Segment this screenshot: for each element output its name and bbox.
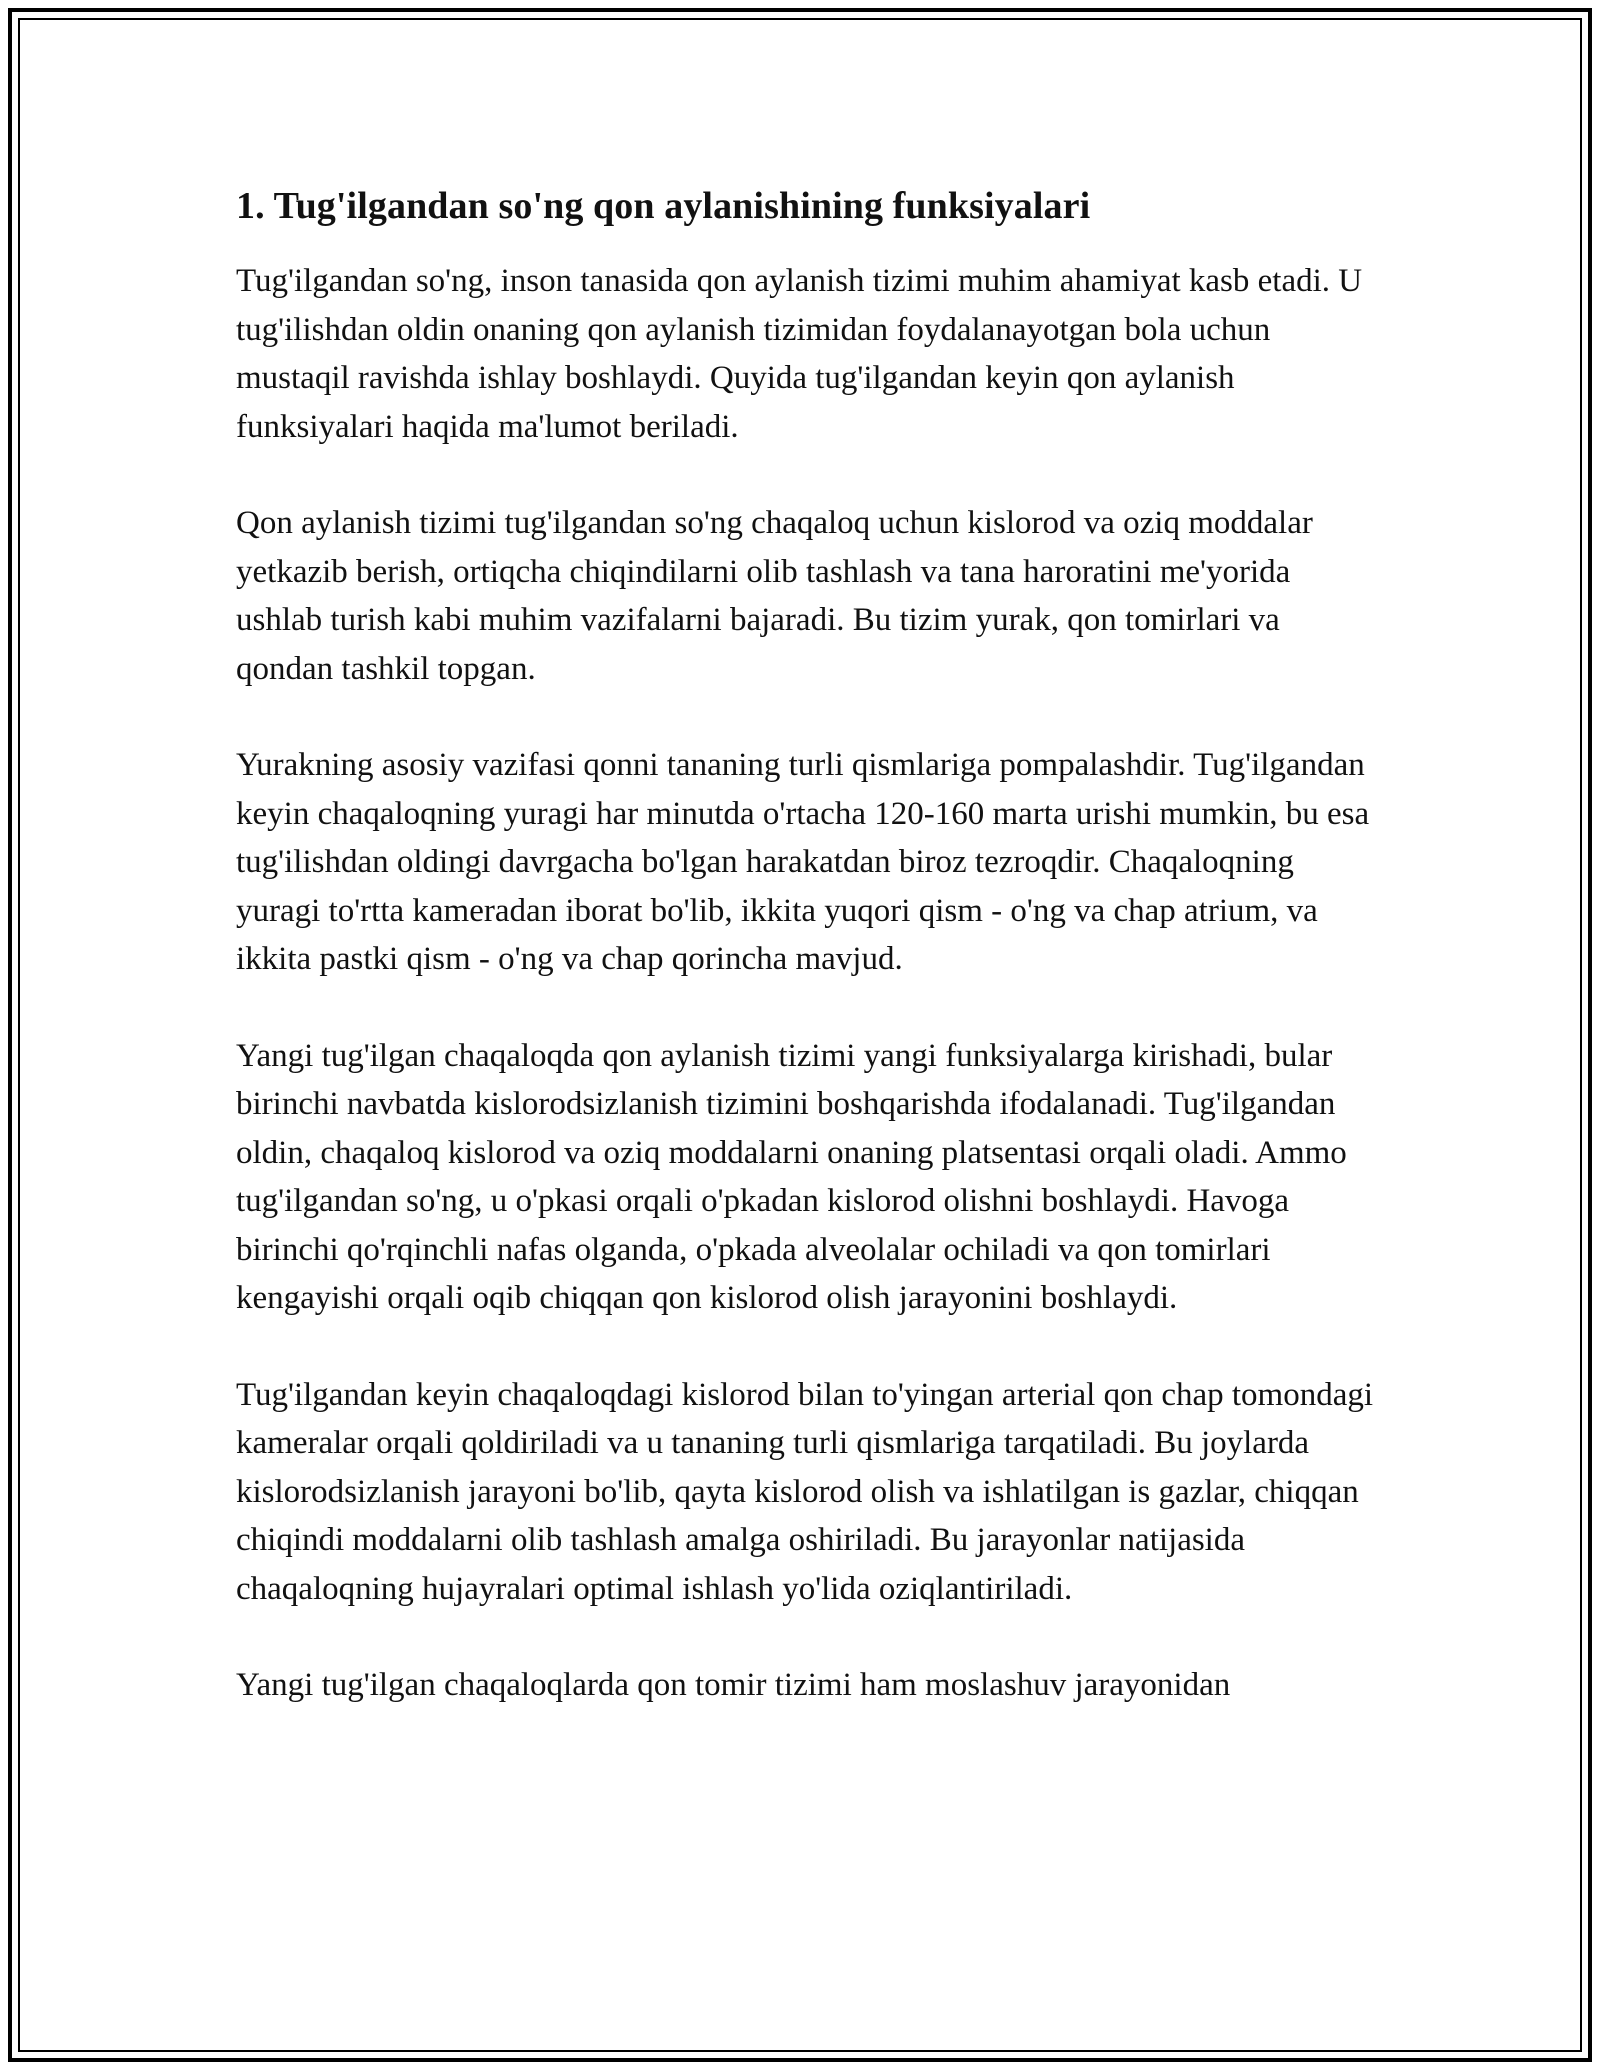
document-body [236,180,1376,1758]
paragraph-5: Tug'ilgandan keyin chaqaloqdagi kislorod bilan to'yingan arterial qon chap tomondagi kameralar orqali qoldiriladi va u tananing turli qismlariga tarqatiladi. Bu joylarda kislorodsizlanish jarayoni bo'lib, qayta kislorod olish va ishlatilgan is gazlar, chiqqan chiqindi moddalarni olib tashlash amalga oshiriladi. Bu jarayonlar natijasida chaqaloqning hujayralari optimal ishlash yo'lida oziqlantiriladi. [236,1376,1374,1607]
page-title: 1. Tug'ilgandan so'ng qon aylanishining funksiyalari [236,185,1091,227]
paragraph-3: Yurakning asosiy vazifasi qonni tananing turli qismlariga pompalashdir. Tug'ilgandan keyin chaqaloqning yuragi har minutda o'rtacha 120-160 marta urishi mumkin, bu esa tug'ilishdan oldingi davrgacha bo'lgan harakatdan biroz tezroqdir. Chaqaloqning yuragi to'rtta kameradan iborat bo'lib, ikkita yuqori qism - o'ng va chap atrium, va ikkita pastki qism - o'ng va chap qorincha mavjud. [236,747,1370,978]
paragraph-6: Yangi tug'ilgan chaqaloqlarda qon tomir tizimi ham moslashuv jarayonidan [236,1667,1231,1704]
paragraph-4: Yangi tug'ilgan chaqaloqda qon aylanish tizimi yangi funksiyalarga kirishadi, bular birinchi navbatda kislorodsizlanish tizimini boshqarishda ifodalanadi. Tug'ilgandan oldin, chaqaloq kislorod va oziq moddalarni onaning platsentasi orqali oladi. Ammo tug'ilgandan so'ng, u o'pkasi orqali o'pkadan kislorod olishni boshlaydi. Havoga birinchi qo'rqinchli nafas olganda, o'pkada alveolalar ochiladi va qon tomirlari kengayishi orqali oqib chiqqan qon kislorod olish jarayonini boshlaydi. [236,1037,1347,1317]
paragraph-2: Qon aylanish tizimi tug'ilgandan so'ng chaqaloq uchun kislorod va oziq moddalar yetkazib berish, ortiqcha chiqindilarni olib tashlash va tana haroratini me'yorida ushlab turish kabi muhim vazifalarni bajaradi. Bu tizim yurak, qon tomirlari va qondan tashkil topgan. [236,505,1313,687]
paragraph-1: Tug'ilgandan so'ng, inson tanasida qon aylanish tizimi muhim ahamiyat kasb etadi. U tug'ilishdan oldin onaning qon aylanish tizimidan foydalanayotgan bola uchun mustaqil ravishda ishlay boshlaydi. Quyida tug'ilgandan keyin qon aylanish funksiyalari haqida ma'lumot beriladi. [236,263,1363,445]
